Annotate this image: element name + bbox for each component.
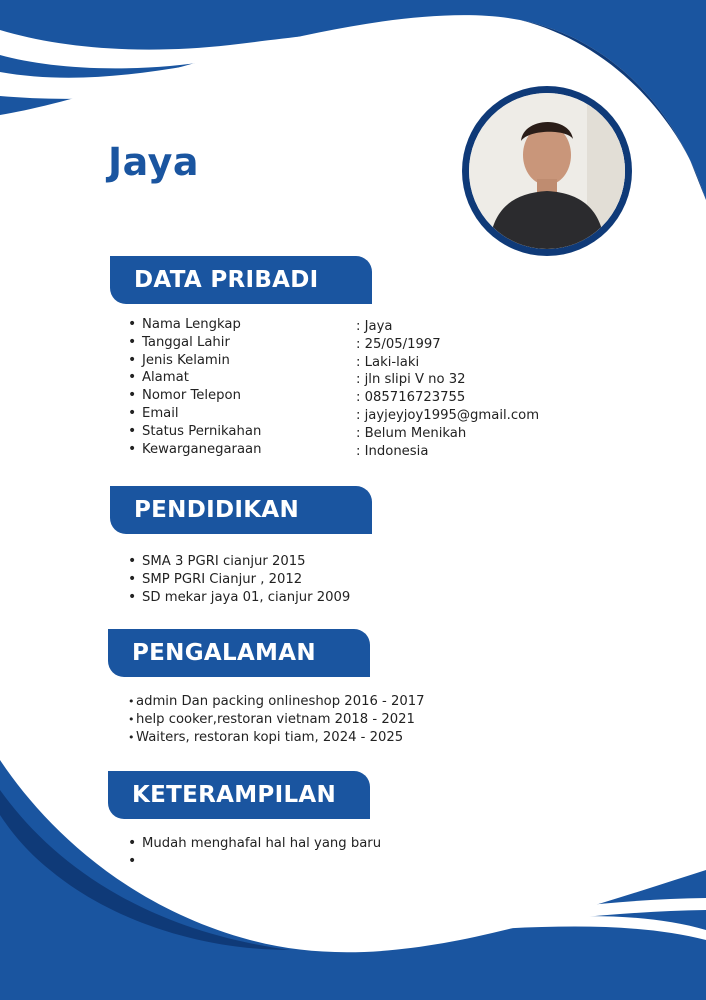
section-header-keterampilan: KETERAMPILAN: [108, 771, 370, 819]
list-item: •SMP PGRI Cianjur , 2012: [128, 571, 350, 589]
section-header-pengalaman: PENGALAMAN: [108, 629, 370, 677]
list-item: •Mudah menghafal hal hal yang baru: [128, 835, 381, 853]
list-item: •Waiters, restoran kopi tiam, 2024 - 2025: [128, 729, 425, 747]
value-birth-date: : 25/05/1997: [356, 336, 441, 352]
profile-photo-frame: [462, 86, 632, 256]
list-item: •Status Pernikahan: [128, 423, 261, 441]
list-item: •Alamat: [128, 369, 261, 387]
person-silhouette-icon: [469, 93, 625, 249]
value-email: : jayjeyjoy1995@gmail.com: [356, 407, 540, 423]
value-marital-status: : Belum Menikah: [356, 425, 467, 441]
list-item: •Nomor Telepon: [128, 387, 261, 405]
education-list: [128, 553, 350, 606]
skills-list: [128, 835, 381, 871]
list-item: [128, 853, 381, 871]
section-header-pendidikan: PENDIDIKAN: [110, 486, 372, 534]
value-address: : jln slipi V no 32: [356, 372, 466, 388]
list-item: •help cooker,restoran vietnam 2018 - 2021: [128, 711, 425, 729]
list-item: •Tanggal Lahir: [128, 334, 261, 352]
section-header-data-pribadi: DATA PRIBADI: [110, 256, 372, 304]
value-name: : Jaya: [356, 319, 393, 334]
list-item: •Email: [128, 405, 261, 423]
value-gender: : Laki-laki: [356, 354, 420, 370]
experience-list: [128, 693, 425, 746]
person-name: Jaya: [108, 140, 200, 184]
list-item: •SMA 3 PGRI cianjur 2015: [128, 553, 350, 571]
list-item: •Jenis Kelamin: [128, 352, 261, 370]
list-item: •Nama Lengkap: [128, 316, 261, 334]
list-item: •SD mekar jaya 01, cianjur 2009: [128, 589, 350, 607]
value-nationality: : Indonesia: [356, 443, 429, 459]
personal-data-labels: [128, 316, 261, 458]
profile-photo: [469, 93, 625, 249]
list-item: •admin Dan packing onlineshop 2016 - 2017: [128, 693, 425, 711]
value-phone: : 085716723755: [356, 390, 466, 406]
list-item: •Kewarganegaraan: [128, 441, 261, 459]
personal-data-values: [356, 318, 539, 460]
